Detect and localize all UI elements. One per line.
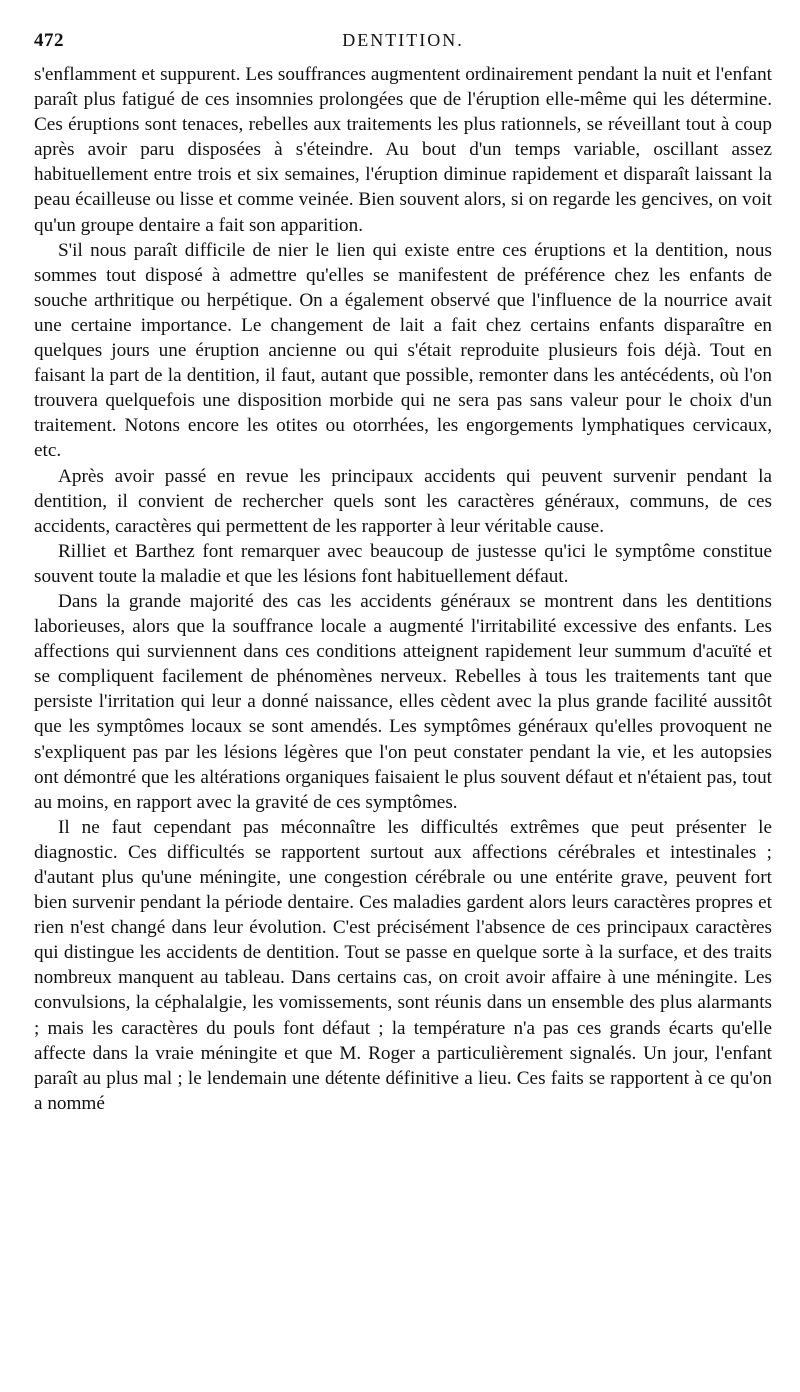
paragraph-5: Dans la grande majorité des cas les accidents généraux se montrent dans les dentitions laborieuses, alors que la souffrance locale a augmenté l'irritabilité excessive des enfants. Les affections qui surviennent dans ces conditions atteignent rapidement leur summum d'acuïté et se compliquent facilement de phénomènes nerveux. Rebelles à tous les traitements tant que persiste l'irritation qui leur a donné naissance, elles cèdent avec la plus grande facilité aussitôt que les symptômes locaux se sont amendés. Les symptômes généraux qu'elles provoquent ne s'expliquent pas par les lésions légères que l'on peut constater pendant la vie, et les autopsies ont démontré que les altérations organiques faisaient le plus souvent défaut et n'étaient pas, tout au moins, en rapport avec la gravité de ces symptômes. (34, 590, 772, 813)
page-header (34, 30, 772, 56)
paragraph-2: S'il nous paraît difficile de nier le lien qui existe entre ces éruptions et la dentition, nous sommes tout disposé à admettre qu'elles se manifestent de préférence chez les enfants de souche arthritique ou herpétique. On a également observé que l'influence de la nourrice avait une certaine importance. Le changement de lait a fait chez certains enfants disparaître en quelques jours une éruption ancienne ou qui s'était reproduite plusieurs fois déjà. Tout en faisant la part de la dentition, il faut, autant que possible, remonter dans les antécédents, où l'on trouvera quelquefois une disposition morbide qui ne sera pas sans valeur pour le choix d'un traitement. Notons encore les otites ou otorrhées, les engorgements lymphatiques cervicaux, etc. (34, 239, 772, 462)
page-number: 472 (34, 30, 64, 51)
body-text (34, 62, 772, 1116)
paragraph-1: s'enflamment et suppurent. Les souffrances augmentent ordinairement pendant la nuit et l'enfant paraît plus fatigué de ces insomnies prolongées que de l'éruption elle-même qui les détermine. Ces éruptions sont tenaces, rebelles aux traitements les plus rationnels, se réveillant tout à coup après avoir paru disposées à s'éteindre. Au bout d'un temps variable, oscillant assez habituellement entre trois et six semaines, l'éruption diminue rapidement et disparaît laissant la peau écailleuse ou lisse et comme veinée. Bien souvent alors, si on regarde les gencives, on voit qu'un groupe dentaire a fait son apparition. (34, 64, 772, 236)
paragraph-3: Après avoir passé en revue les principaux accidents qui peuvent survenir pendant la dentition, il convient de rechercher quels sont les caractères généraux, communs, de ces accidents, caractères qui permettent de les rapporter à leur véritable cause. (34, 465, 772, 537)
running-title: DENTITION. (342, 30, 464, 50)
paragraph-6: Il ne faut cependant pas méconnaître les difficultés extrêmes que peut présenter le diagnostic. Ces difficultés se rapportent surtout aux affections cérébrales et intestinales ; d'autant plus qu'une méningite, une congestion cérébrale ou une entérite grave, peuvent fort bien survenir pendant la période dentaire. Ces maladies gardent alors leurs caractères propres et rien n'est changé dans leur évolution. C'est précisément l'absence de ces principaux caractères qui distingue les accidents de dentition. Tout se passe en quelque sorte à la surface, et des traits nombreux manquent au tableau. Dans certains cas, on croit avoir affaire à une méningite. Les convulsions, la céphalalgie, les vomissements, sont réunis dans un ensemble des plus alarmants ; mais les caractères du pouls font défaut ; la température n'a pas ces grands écarts qu'elle affecte dans la vraie méningite et que M. Roger a particulièrement signalés. Un jour, l'enfant paraît au plus mal ; le lendemain une détente définitive a lieu. Ces faits se rapportent à ce qu'on a nommé (34, 816, 772, 1114)
paragraph-4: Rilliet et Barthez font remarquer avec beaucoup de justesse qu'ici le symptôme constitue souvent toute la maladie et que les lésions font habituellement défaut. (34, 540, 772, 587)
